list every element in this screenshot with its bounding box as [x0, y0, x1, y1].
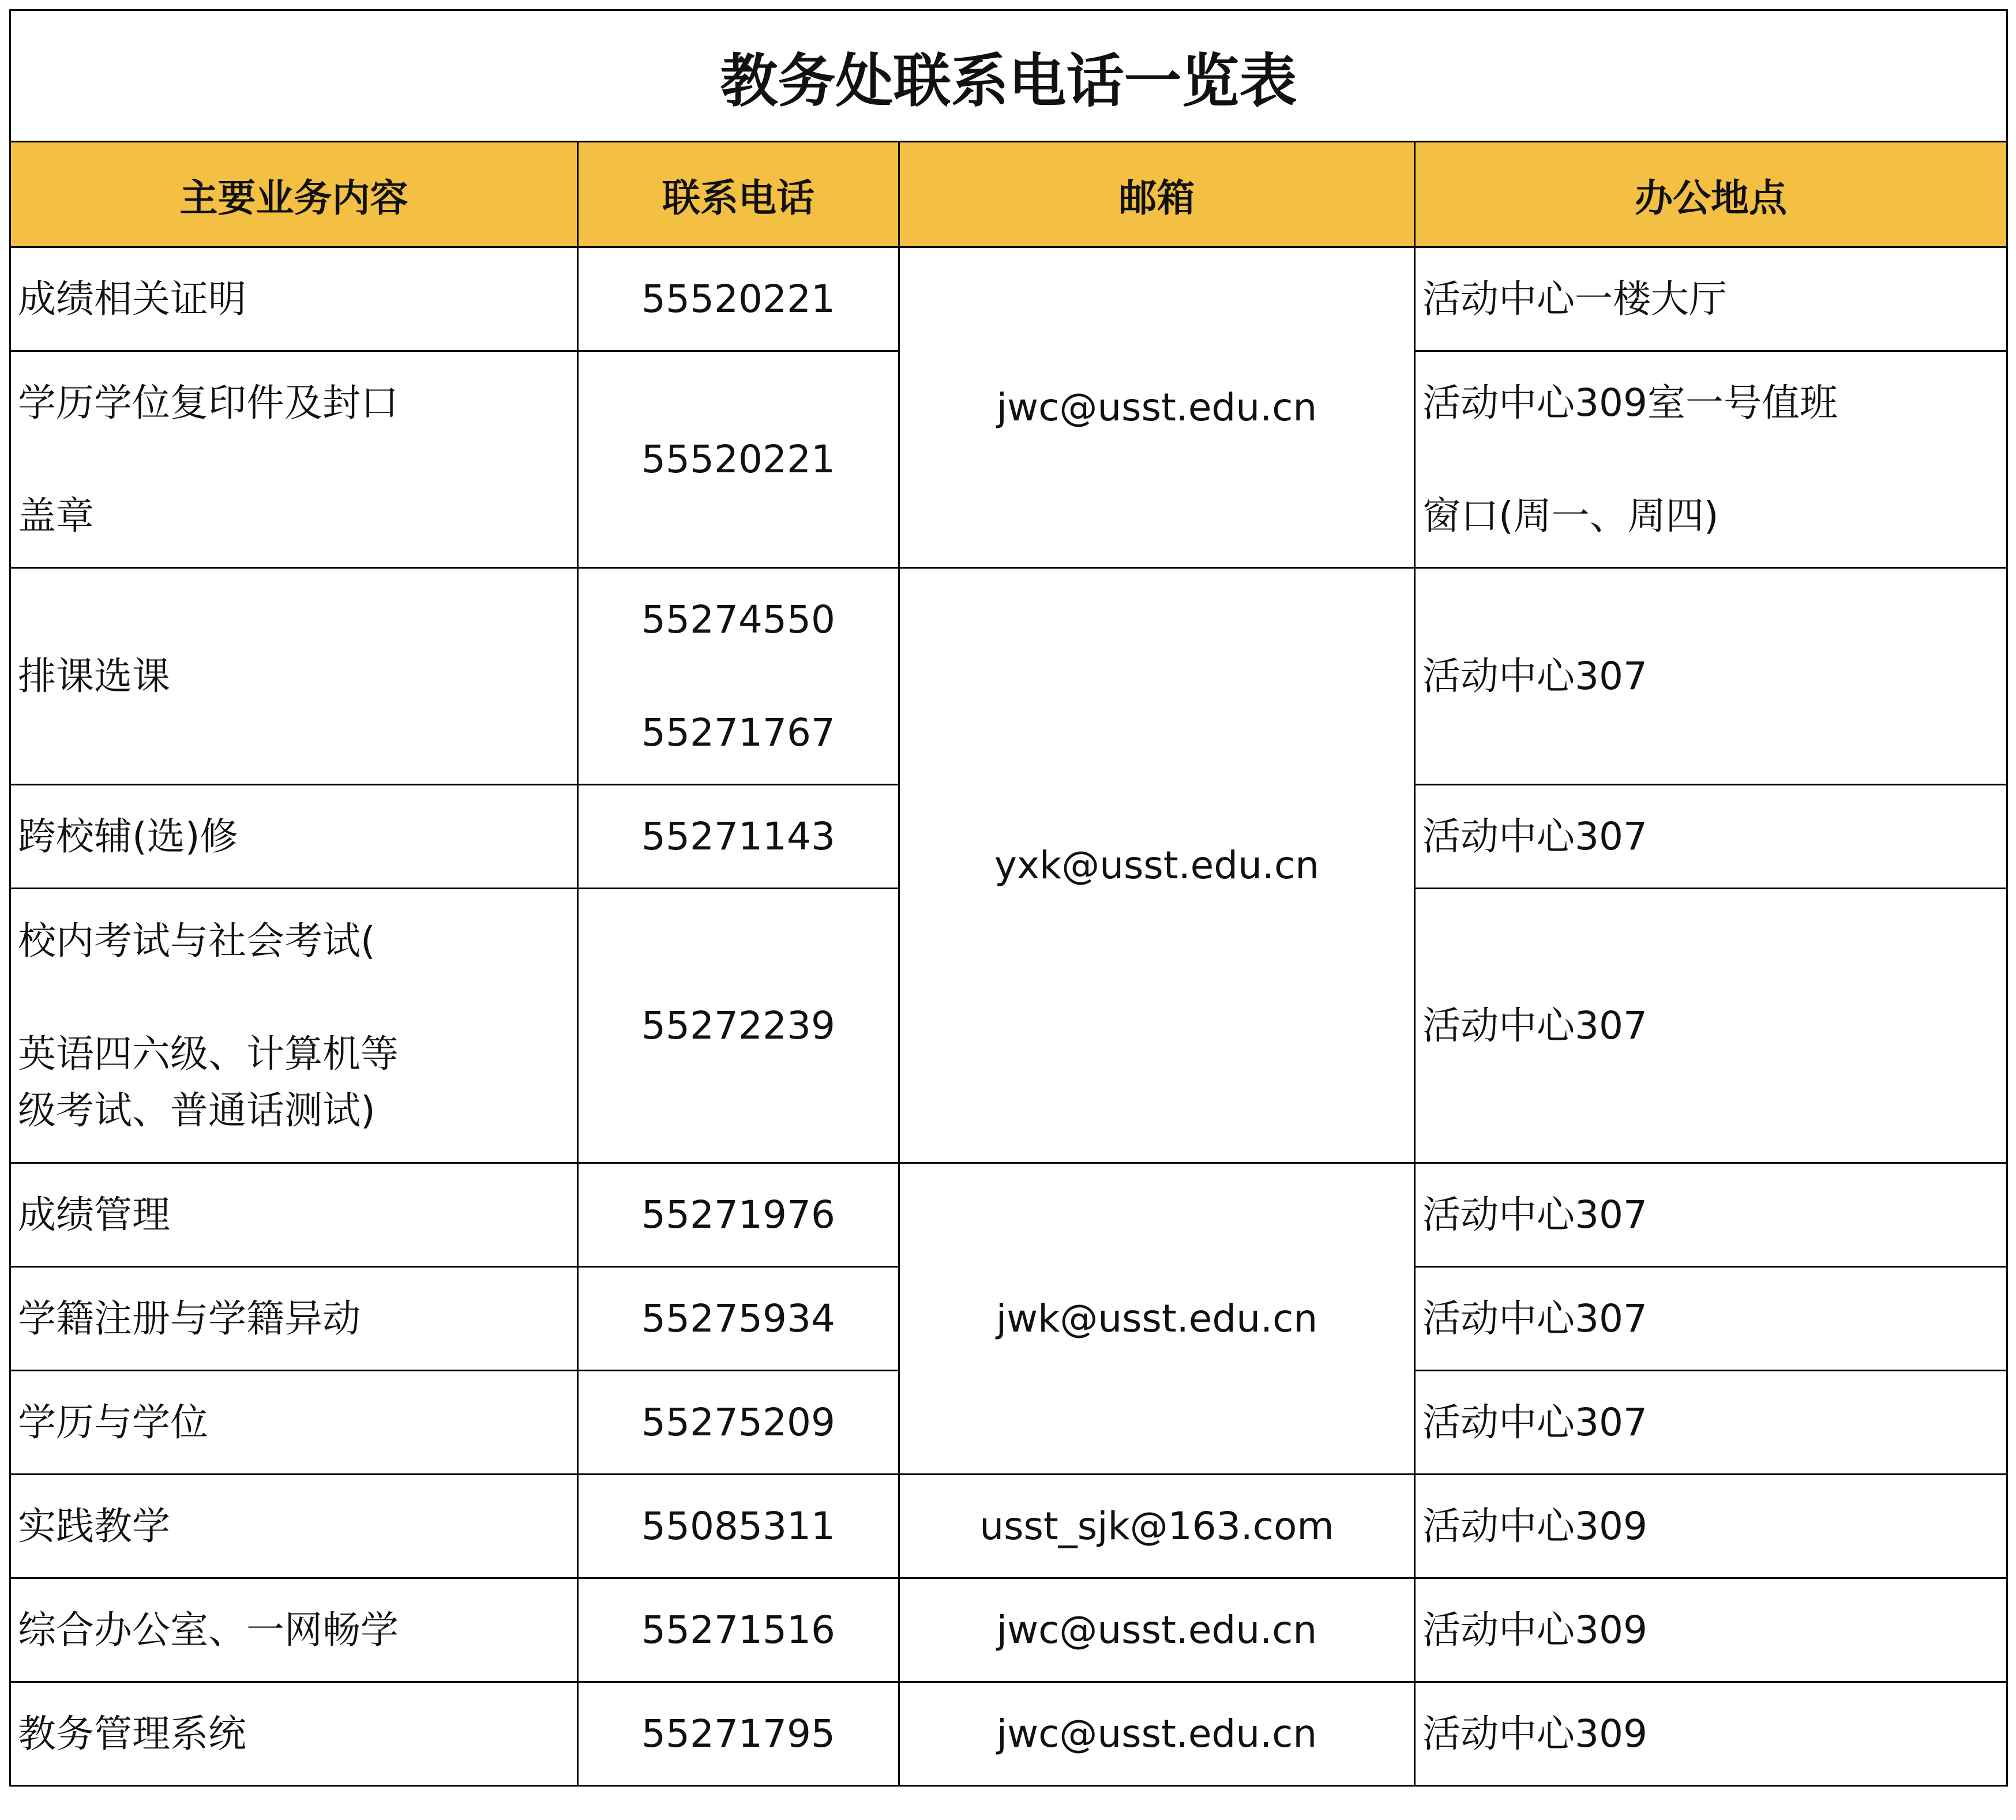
header-location: 办公地点: [1415, 142, 2007, 247]
phone-text: 55274550: [641, 597, 835, 642]
email-text[interactable]: jwc@usst.edu.cn: [996, 385, 1317, 430]
business-text: 学历学位复印件及封口: [18, 380, 399, 425]
phone-cell: [578, 1267, 899, 1371]
email-cell[interactable]: [899, 1578, 1415, 1682]
phone-cell: [578, 1163, 899, 1267]
phone-text: 55275934: [641, 1296, 835, 1341]
business-text: 跨校辅(选)修: [18, 814, 238, 859]
phone-text: 55271143: [641, 814, 835, 859]
email-text[interactable]: usst_sjk@163.com: [979, 1504, 1334, 1548]
location-text: 活动中心309: [1422, 1711, 1647, 1756]
business-cell: [10, 1475, 578, 1578]
email-cell[interactable]: [899, 247, 1415, 568]
business-cell: [10, 1578, 578, 1682]
phone-cell: [578, 351, 899, 568]
location-cell: [1415, 568, 2007, 785]
table-row: [10, 1163, 2007, 1267]
business-cell: [10, 351, 578, 568]
phone-cell: [578, 1475, 899, 1578]
location-text: 活动中心307: [1422, 814, 1647, 859]
location-text: 活动中心307: [1422, 653, 1647, 698]
header-phone: 联系电话: [578, 142, 899, 247]
location-text: 活动中心一楼大厅: [1422, 276, 1727, 321]
phone-text: 55275209: [641, 1400, 835, 1445]
phone-text: 55271767: [641, 710, 835, 755]
business-text: 校内考试与社会考试(: [18, 918, 376, 963]
page-title: 教务处联系电话一览表: [10, 10, 2007, 142]
business-text: 学历与学位: [18, 1400, 208, 1445]
business-text: 综合办公室、一网畅学: [18, 1607, 399, 1652]
header-email: 邮箱: [899, 142, 1415, 247]
business-text: 实践教学: [18, 1503, 170, 1548]
phone-text: 55520221: [641, 437, 835, 482]
phone-cell: [578, 247, 899, 351]
business-text: 成绩相关证明: [18, 276, 246, 321]
business-text: 级考试、普通话测试): [18, 1088, 376, 1133]
business-cell: [10, 568, 578, 785]
email-text[interactable]: jwk@usst.edu.cn: [996, 1296, 1318, 1341]
table-row: [10, 568, 2007, 785]
email-cell[interactable]: [899, 1163, 1415, 1475]
business-cell: [10, 1371, 578, 1475]
location-text: 活动中心307: [1422, 1192, 1647, 1237]
email-text[interactable]: jwc@usst.edu.cn: [996, 1608, 1317, 1652]
email-text[interactable]: yxk@usst.edu.cn: [994, 843, 1320, 888]
business-cell: [10, 247, 578, 351]
location-cell: [1415, 1475, 2007, 1578]
location-text: 活动中心309: [1422, 1607, 1647, 1652]
header-business: 主要业务内容: [10, 142, 578, 247]
business-text: 学籍注册与学籍异动: [18, 1296, 361, 1341]
business-cell: [10, 1267, 578, 1371]
phone-text: 55271516: [641, 1608, 835, 1652]
phone-cell: [578, 1371, 899, 1475]
location-text: 活动中心309室一号值班: [1422, 380, 1838, 425]
business-cell: [10, 889, 578, 1163]
location-cell: [1415, 1578, 2007, 1682]
business-text: 成绩管理: [18, 1192, 170, 1237]
email-cell[interactable]: [899, 1475, 1415, 1578]
location-text: 活动中心309: [1422, 1503, 1647, 1548]
email-cell[interactable]: [899, 1682, 1415, 1786]
business-text: 教务管理系统: [18, 1711, 246, 1756]
business-text: 英语四六级、计算机等: [18, 1031, 399, 1076]
location-cell: [1415, 889, 2007, 1163]
location-cell: [1415, 351, 2007, 568]
business-text: 盖章: [18, 493, 94, 538]
phone-cell: [578, 1578, 899, 1682]
email-text[interactable]: jwc@usst.edu.cn: [996, 1712, 1317, 1756]
table-header-row: [10, 142, 2007, 247]
phone-cell: [578, 889, 899, 1163]
table-row: [10, 1682, 2007, 1786]
phone-text: 55520221: [641, 277, 835, 321]
table-row: [10, 1475, 2007, 1578]
phone-text: 55085311: [641, 1504, 835, 1548]
phone-cell: [578, 568, 899, 785]
location-cell: [1415, 1267, 2007, 1371]
location-text: 活动中心307: [1422, 1003, 1647, 1048]
location-cell: [1415, 1682, 2007, 1786]
phone-text: 55271976: [641, 1193, 835, 1237]
location-cell: [1415, 785, 2007, 889]
location-cell: [1415, 247, 2007, 351]
location-text: 活动中心307: [1422, 1296, 1647, 1341]
business-cell: [10, 785, 578, 889]
table-row: [10, 247, 2007, 351]
location-cell: [1415, 1371, 2007, 1475]
phone-cell: [578, 1682, 899, 1786]
business-cell: [10, 1163, 578, 1267]
location-text: 窗口(周一、周四): [1422, 493, 1719, 538]
phone-cell: [578, 785, 899, 889]
phone-text: 55272239: [641, 1003, 835, 1048]
table-row: [10, 1578, 2007, 1682]
business-text: 排课选课: [18, 653, 170, 698]
email-cell[interactable]: [899, 568, 1415, 1163]
contact-table: [9, 9, 2008, 1787]
location-cell: [1415, 1163, 2007, 1267]
location-text: 活动中心307: [1422, 1400, 1647, 1445]
phone-text: 55271795: [641, 1712, 835, 1756]
business-cell: [10, 1682, 578, 1786]
